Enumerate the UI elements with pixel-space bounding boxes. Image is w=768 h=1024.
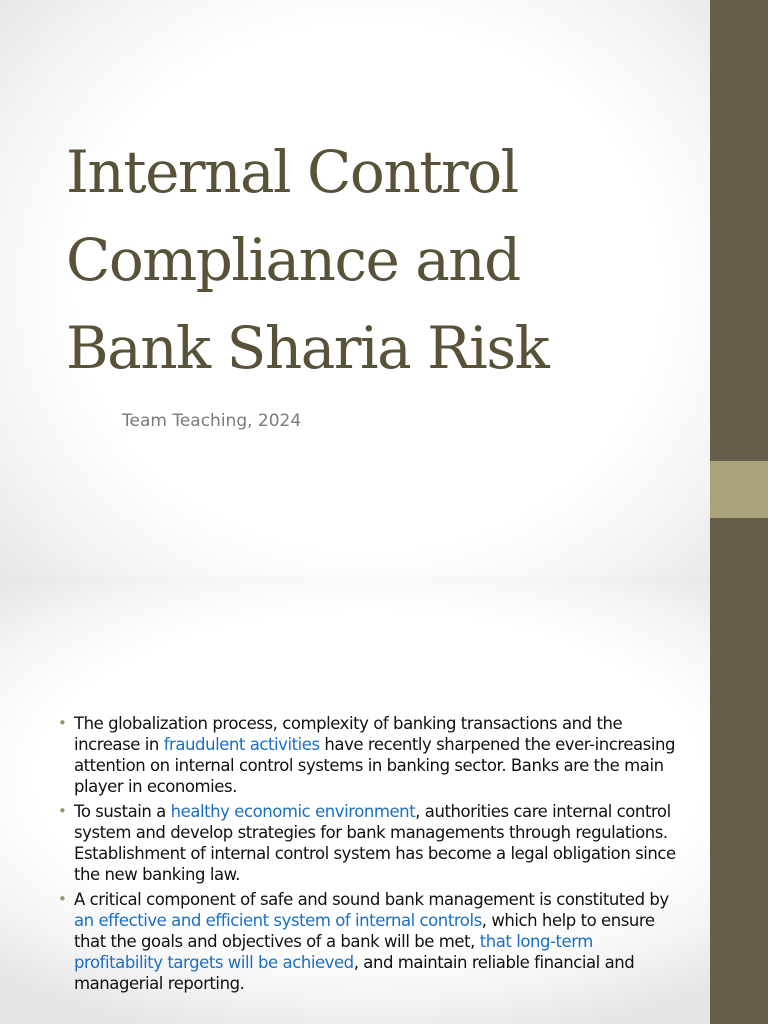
- bullet-text: , and maintain reliable financial and managerial reporting.: [74, 953, 635, 993]
- bullet-text: have recently sharpened the ever-increasing attention on internal control systems in banking sector. Banks are the main player in economies.: [74, 735, 675, 796]
- bullet-text: A critical component of safe and sound bank management is constituted by: [74, 890, 669, 909]
- sidebar-stripe: [710, 576, 768, 1024]
- bullet-marker: •: [58, 802, 67, 820]
- inline-link[interactable]: that long-term profitability targets will be achieved: [74, 932, 593, 972]
- bullet-list: [56, 713, 676, 998]
- title-line-3: Bank Sharia Risk: [66, 314, 549, 382]
- bullet-marker: •: [58, 890, 67, 908]
- title-line-1: Internal Control: [66, 138, 518, 206]
- inline-link[interactable]: healthy economic environment: [170, 802, 416, 821]
- bullet-text: To sustain a: [74, 802, 171, 821]
- title-line-2: Compliance and: [66, 226, 520, 294]
- inline-link[interactable]: fraudulent activities: [163, 735, 320, 754]
- slide-subtitle: Team Teaching, 2024: [122, 411, 302, 431]
- bullet-item: [56, 889, 676, 994]
- bullet-item: [56, 801, 676, 885]
- bullet-marker: •: [58, 714, 67, 732]
- bullet-item: [56, 713, 676, 797]
- sidebar-accent-block: [710, 461, 768, 518]
- content-slide: [0, 576, 768, 1024]
- bullet-text: The globalization process, complexity of banking transactions and the increase in: [74, 714, 623, 754]
- inline-link[interactable]: an effective and efficient system of internal controls: [74, 911, 482, 930]
- slide-title: [66, 128, 666, 392]
- bullet-text: , authorities care internal control system and develop strategies for bank managements through regulations. Establishment of internal control system has become a legal obligation since the new banking law.: [74, 802, 676, 884]
- bullet-text: , which help to ensure that the goals and objectives of a bank will be met,: [74, 911, 655, 951]
